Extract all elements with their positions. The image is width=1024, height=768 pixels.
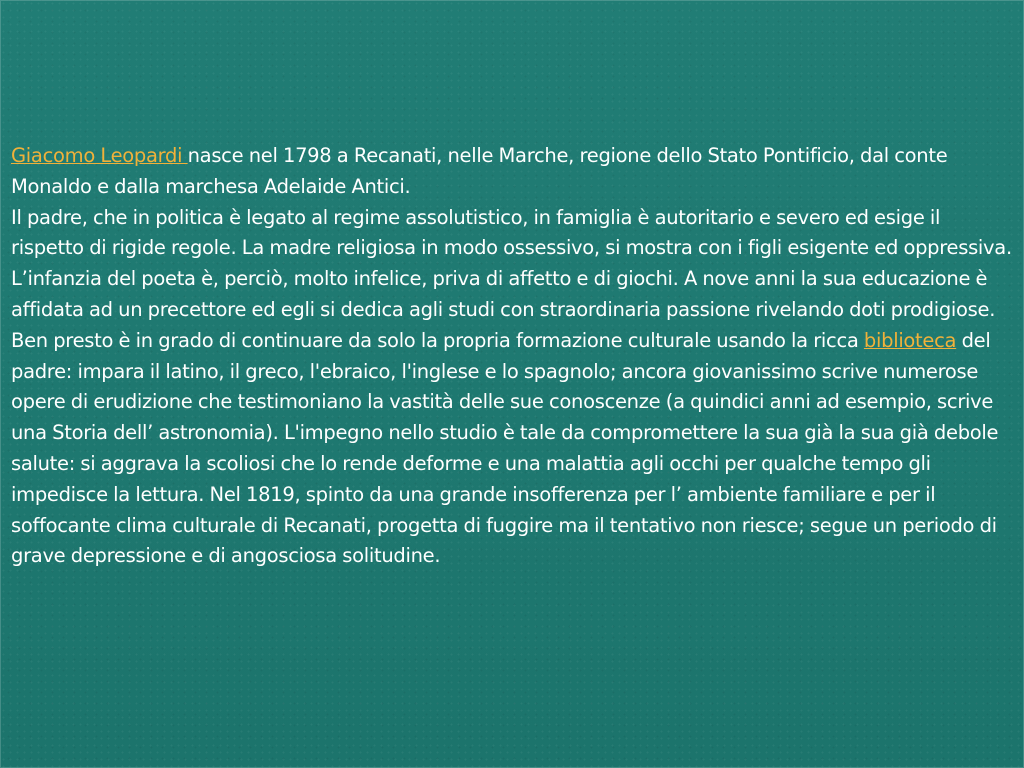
paragraph-biography-text-start: Il padre, che in politica è legato al regime assolutistico, in famiglia è autoritario e severo ed esige il rispetto di rigide regole. La madre religiosa in modo ossessivo, si mostra con i figli esigente ed oppressiva. L’infanzia del poeta è, perciò, molto infelice, priva di affetto e di giochi. A nove anni la sua educazione è affidata ad un precettore ed egli si dedica agli studi con straordinaria passione rivelando doti prodigiose. Ben presto è in grado di continuare da solo la propria formazione culturale usando la ricca <box>11 205 1012 352</box>
paragraph-intro <box>11 141 1017 203</box>
link-biblioteca[interactable]: biblioteca <box>863 328 957 352</box>
link-giacomo-leopardi[interactable]: Giacomo Leopardi <box>11 144 188 167</box>
paragraph-biography-text-end: del padre: impara il latino, il greco, l'ebraico, l'inglese e lo spagnolo; ancora giovanissimo scrive numerose opere di erudizione che testimoniano la vastità delle sue conoscenze (a quindici anni ad esempio, scrive una Storia dell’ astronomia). L'impegno nello studio è tale da compromettere la sua già la sua già debole salute: si aggrava la scoliosi che lo rende deforme e una malattia agli occhi per qualche tempo gli impedisce la lettura. Nel 1819, spinto da una grande insofferenza per l’ ambiente familiare e per il soffocante clima culturale di Recanati, progetta di fuggire ma il tentativo non riesce; segue un periodo di grave depressione e di angosciosa solitudine. <box>11 328 999 568</box>
slide-body-text <box>11 141 1017 572</box>
paragraph-biography <box>11 203 1017 573</box>
paragraph-intro-text: nasce nel 1798 a Recanati, nelle Marche, regione dello Stato Pontificio, dal conte Monaldo e dalla marchesa Adelaide Antici. <box>11 144 948 198</box>
